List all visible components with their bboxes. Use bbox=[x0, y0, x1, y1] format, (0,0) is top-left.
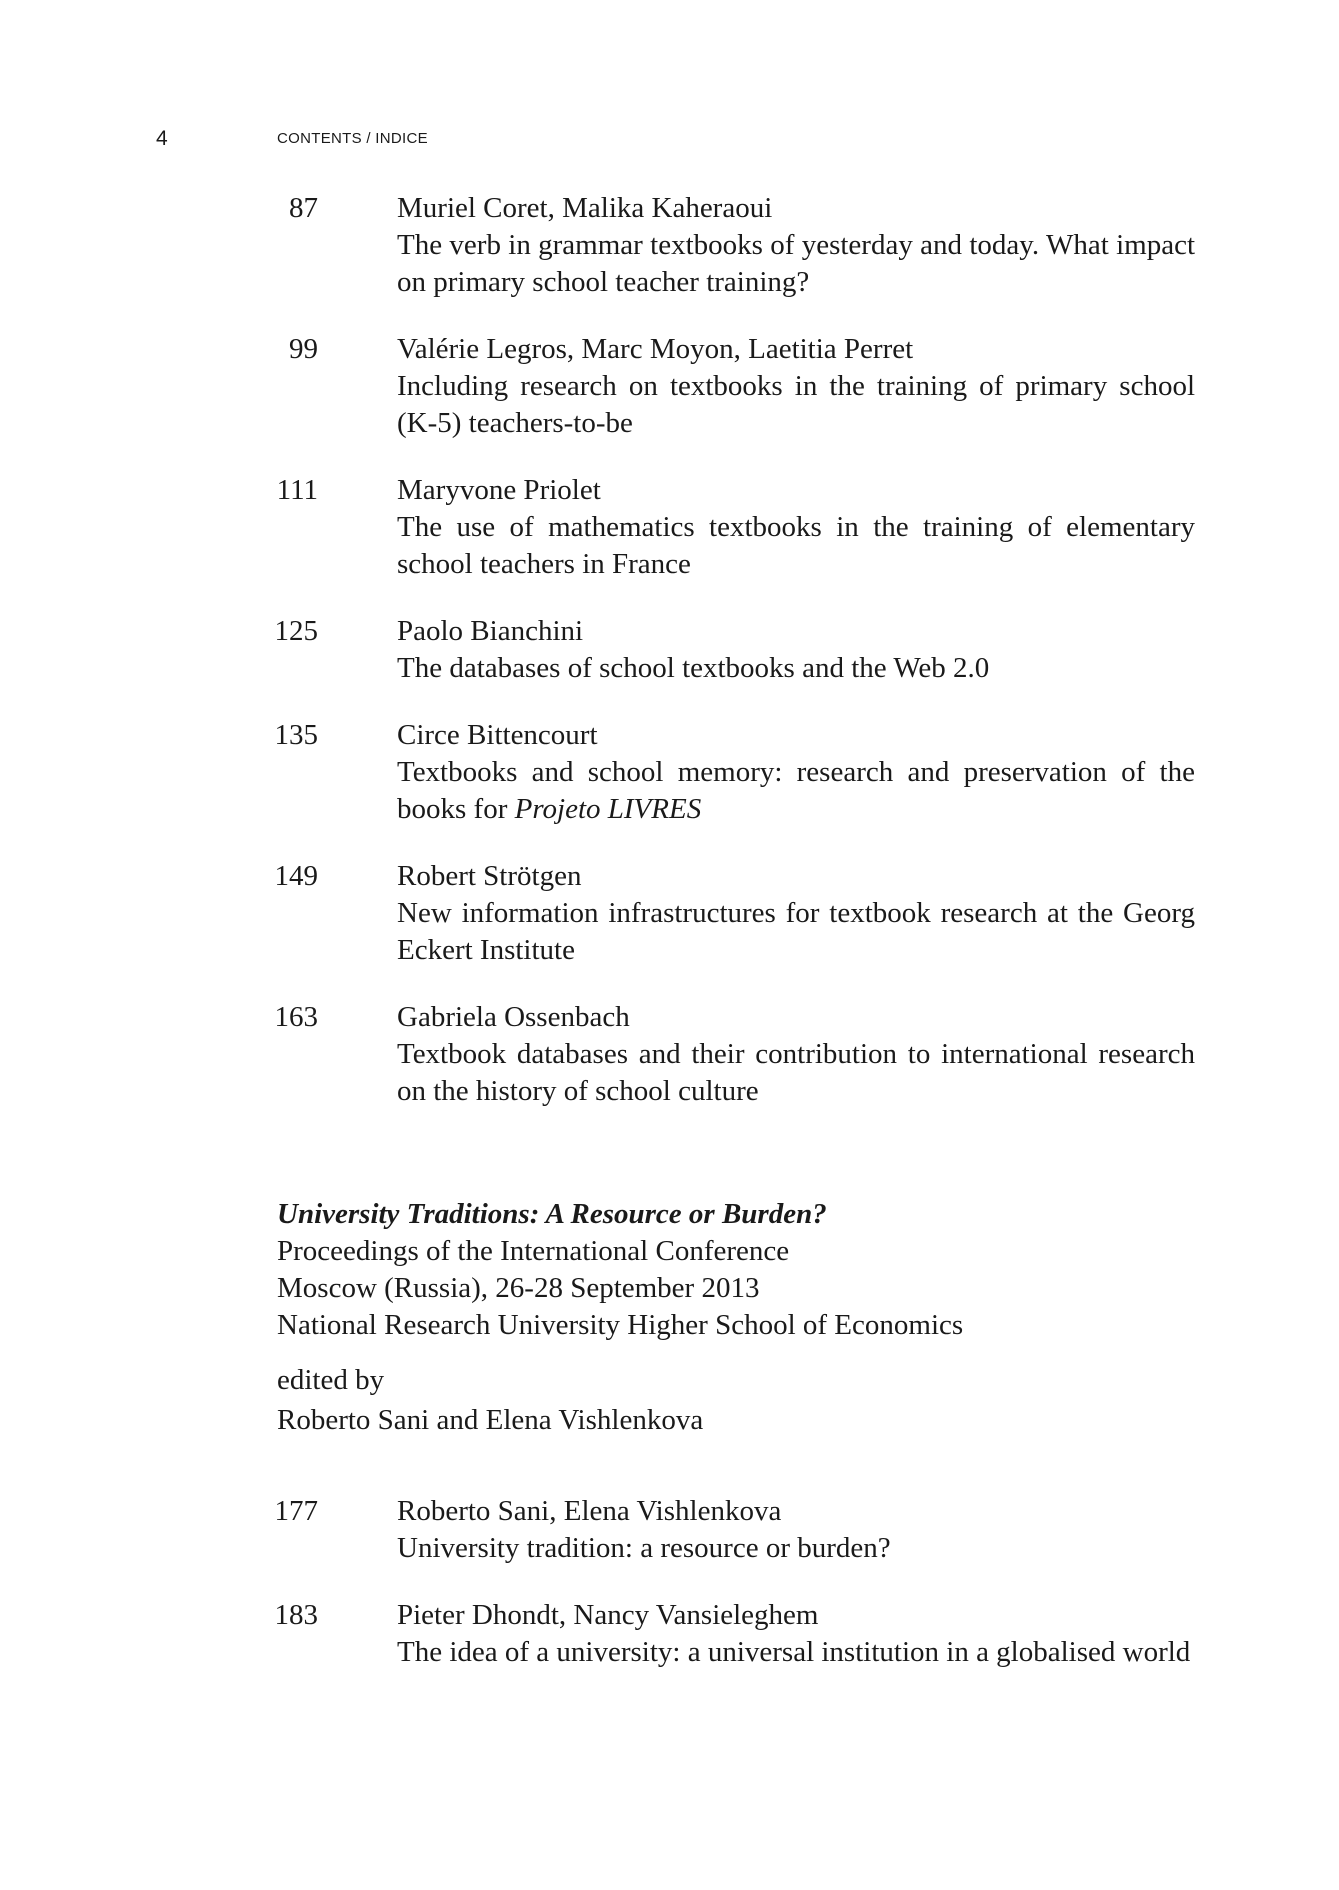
toc-entry-body bbox=[397, 1597, 1195, 1671]
toc-title bbox=[397, 754, 1195, 828]
editors-names: Roberto Sani and Elena Vishlenkova bbox=[277, 1404, 704, 1436]
toc-entry-body bbox=[397, 472, 1195, 583]
toc-page-number: 87 bbox=[289, 192, 318, 224]
section-location-date: Moscow (Russia), 26-28 September 2013 bbox=[277, 1272, 760, 1304]
toc-authors: Robert Strötgen bbox=[397, 860, 582, 892]
toc-title: The use of mathematics textbooks in the training of elementary school teachers in France bbox=[397, 511, 1195, 580]
project-name: Projeto LIVRES bbox=[514, 793, 702, 825]
toc-authors: Pieter Dhondt, Nancy Vansieleghem bbox=[397, 1599, 819, 1631]
toc-entry-body bbox=[397, 999, 1195, 1110]
toc-page-number: 125 bbox=[274, 615, 318, 647]
running-head bbox=[0, 124, 1339, 154]
toc-page-number: 183 bbox=[274, 1599, 318, 1631]
toc-title: University tradition: a resource or burden? bbox=[397, 1532, 891, 1564]
toc-entry-body bbox=[397, 717, 1195, 828]
page-number: 4 bbox=[156, 127, 168, 150]
toc-page-number: 163 bbox=[274, 1001, 318, 1033]
section-title: University Traditions: A Resource or Burden? bbox=[277, 1198, 827, 1230]
toc-authors: Valérie Legros, Marc Moyon, Laetitia Perret bbox=[397, 333, 914, 365]
toc-authors: Gabriela Ossenbach bbox=[397, 1001, 630, 1033]
toc-authors: Muriel Coret, Malika Kaheraoui bbox=[397, 192, 773, 224]
toc-page-number: 111 bbox=[276, 474, 318, 506]
toc-title-text: Textbooks and school memory: research and preservation of the books for bbox=[397, 756, 1195, 825]
editors-block bbox=[277, 1360, 1195, 1440]
toc-authors: Roberto Sani, Elena Vishlenkova bbox=[397, 1495, 782, 1527]
toc-title: The verb in grammar textbooks of yesterday and today. What impact on primary school teacher training? bbox=[397, 229, 1195, 298]
toc-title: Including research on textbooks in the training of primary school (K-5) teachers-to-be bbox=[397, 370, 1195, 439]
section-heading bbox=[277, 1196, 1195, 1344]
toc-entry-body bbox=[397, 613, 1195, 687]
section-subtitle: Proceedings of the International Conference bbox=[277, 1235, 790, 1267]
toc-authors: Maryvone Priolet bbox=[397, 474, 601, 506]
running-title: CONTENTS / INDICE bbox=[277, 130, 428, 147]
toc-entry-body bbox=[397, 1493, 1195, 1567]
toc-title: The databases of school textbooks and the Web 2.0 bbox=[397, 652, 990, 684]
toc-entry-body bbox=[397, 331, 1195, 442]
toc-page-number: 177 bbox=[274, 1495, 318, 1527]
toc-title: New information infrastructures for textbook research at the Georg Eckert Institute bbox=[397, 897, 1195, 966]
toc-title: The idea of a university: a universal institution in a globalised world bbox=[397, 1636, 1191, 1668]
toc-authors: Paolo Bianchini bbox=[397, 615, 584, 647]
toc-entry-body bbox=[397, 858, 1195, 969]
toc-page-number: 149 bbox=[274, 860, 318, 892]
toc-title: Textbook databases and their contribution to international research on the history of school culture bbox=[397, 1038, 1195, 1107]
toc-page-number: 135 bbox=[274, 719, 318, 751]
edited-by-label: edited by bbox=[277, 1364, 385, 1396]
toc-entry-body bbox=[397, 190, 1195, 301]
section-institution: National Research University Higher School of Economics bbox=[277, 1309, 964, 1341]
toc-page-number: 99 bbox=[289, 333, 318, 365]
toc-authors: Circe Bittencourt bbox=[397, 719, 598, 751]
